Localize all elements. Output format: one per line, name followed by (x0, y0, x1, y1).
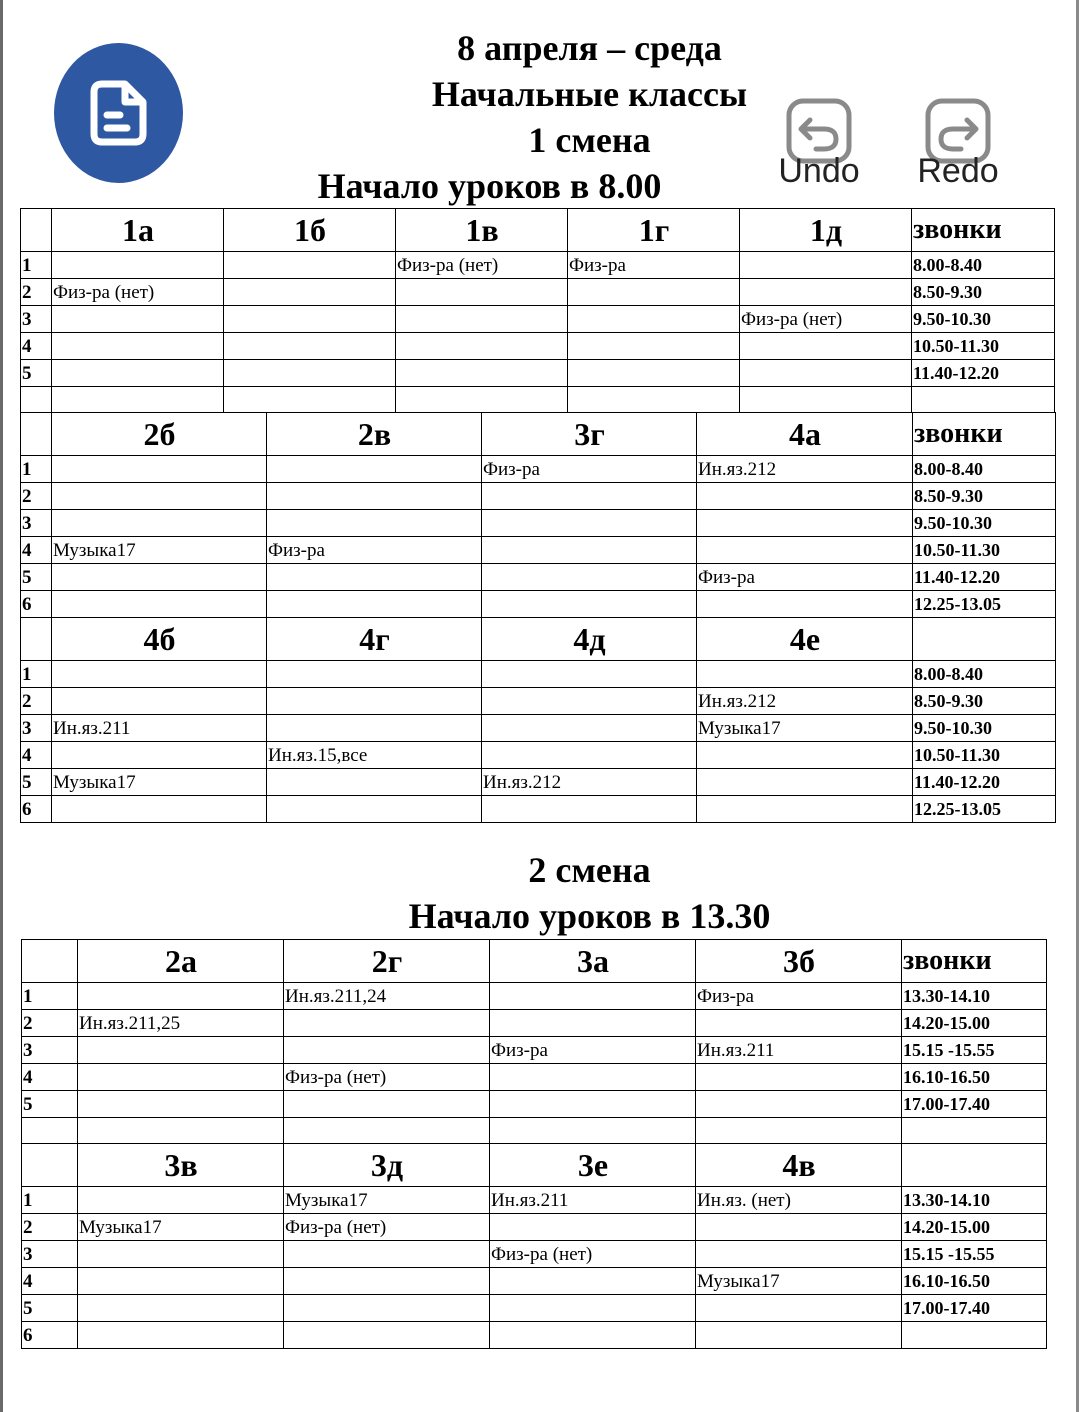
lesson-number: 3 (22, 1037, 78, 1064)
lesson-number: 2 (21, 279, 52, 306)
lesson-cell (696, 1091, 902, 1118)
class-header: 3в (78, 1144, 284, 1187)
undo-button[interactable] (769, 68, 869, 193)
bell-time: 8.00-8.40 (913, 661, 1056, 688)
bell-time: 17.00-17.40 (902, 1091, 1047, 1118)
lesson-cell (490, 1214, 696, 1241)
lesson-cell (267, 796, 482, 823)
shift2-title: 2 смена (528, 850, 651, 890)
table-row (22, 983, 1047, 1010)
class-header: 1б (224, 209, 396, 252)
lesson-number: 5 (21, 564, 52, 591)
lesson-cell (267, 483, 482, 510)
lesson-cell (740, 252, 912, 279)
lesson-number: 1 (21, 661, 52, 688)
lesson-cell: Ин.яз.211,24 (284, 983, 490, 1010)
lesson-cell (52, 510, 267, 537)
lesson-number: 6 (22, 1322, 78, 1349)
header-corner-cell (21, 413, 52, 456)
lesson-cell: Ин.яз.211 (52, 715, 267, 742)
lesson-cell (568, 306, 740, 333)
table-header-row (21, 413, 1056, 456)
lesson-cell: Ин.яз.212 (482, 769, 697, 796)
lesson-cell (697, 591, 913, 618)
lesson-cell (267, 564, 482, 591)
table-row (22, 1064, 1047, 1091)
lesson-cell (697, 742, 913, 769)
class-header: 1в (396, 209, 568, 252)
lesson-cell (490, 1091, 696, 1118)
class-header: 3а (490, 940, 696, 983)
lesson-number: 3 (21, 306, 52, 333)
lesson-cell: Физ-ра (267, 537, 482, 564)
lesson-number: 2 (21, 688, 52, 715)
bell-time: 10.50-11.30 (913, 537, 1056, 564)
lesson-cell (696, 1322, 902, 1349)
class-header: 4б (52, 618, 267, 661)
shift1-table-4-grade (20, 617, 1056, 823)
table-row (22, 1214, 1047, 1241)
class-header: 4а (697, 413, 913, 456)
table-row (21, 510, 1056, 537)
lesson-cell (52, 306, 224, 333)
lesson-cell (78, 983, 284, 1010)
lesson-cell (396, 387, 568, 414)
shift1-table-first-grade (20, 208, 1055, 414)
table-row (21, 456, 1056, 483)
lesson-number: 5 (22, 1295, 78, 1322)
bell-time: 11.40-12.20 (913, 769, 1056, 796)
bell-time: 9.50-10.30 (913, 715, 1056, 742)
bell-header (913, 618, 1056, 661)
table-row (21, 715, 1056, 742)
table-row (21, 688, 1056, 715)
lesson-cell: Ин.яз.211 (696, 1037, 902, 1064)
lesson-cell (696, 1010, 902, 1037)
lesson-cell (696, 1214, 902, 1241)
lesson-number: 1 (21, 456, 52, 483)
lesson-cell: Физ-ра (697, 564, 913, 591)
class-header: 3е (490, 1144, 696, 1187)
table-row (21, 387, 1055, 414)
lesson-cell: Музыка17 (52, 769, 267, 796)
lesson-cell (267, 591, 482, 618)
lesson-number (21, 387, 52, 414)
lesson-cell (482, 796, 697, 823)
table-row (22, 1010, 1047, 1037)
lesson-cell (490, 1268, 696, 1295)
lesson-number: 1 (22, 1187, 78, 1214)
class-header: 2г (284, 940, 490, 983)
bell-time: 16.10-16.50 (902, 1268, 1047, 1295)
bell-header: звонки (912, 209, 1055, 252)
shift2-start-time: Начало уроков в 13.30 (408, 896, 771, 936)
bell-header (902, 1144, 1047, 1187)
class-header: 4е (697, 618, 913, 661)
class-header: 2а (78, 940, 284, 983)
bell-header: звонки (902, 940, 1047, 983)
bell-time: 15.15 -15.55 (902, 1241, 1047, 1268)
lesson-cell (490, 983, 696, 1010)
table-row (22, 1091, 1047, 1118)
lesson-cell: Физ-ра (696, 983, 902, 1010)
lesson-number (22, 1118, 78, 1145)
table-header-row (22, 940, 1047, 983)
lesson-cell (224, 252, 396, 279)
lesson-cell (697, 661, 913, 688)
lesson-cell (482, 537, 697, 564)
table-row (21, 360, 1055, 387)
page-border-left (0, 0, 3, 1412)
lesson-cell (78, 1037, 284, 1064)
lesson-cell (396, 306, 568, 333)
header-corner-cell (21, 209, 52, 252)
page-title-shift: 1 смена (528, 120, 651, 160)
class-header: 2в (267, 413, 482, 456)
lesson-cell: Ин.яз. (нет) (696, 1187, 902, 1214)
lesson-cell (267, 715, 482, 742)
lesson-cell (396, 360, 568, 387)
lesson-number: 4 (21, 742, 52, 769)
lesson-cell: Музыка17 (78, 1214, 284, 1241)
bell-time: 14.20-15.00 (902, 1010, 1047, 1037)
lesson-cell (482, 742, 697, 769)
lesson-cell (52, 456, 267, 483)
table-row (21, 483, 1056, 510)
table-row (21, 742, 1056, 769)
lesson-cell: Ин.яз.211,25 (78, 1010, 284, 1037)
bell-time: 9.50-10.30 (913, 510, 1056, 537)
lesson-cell (482, 483, 697, 510)
bell-time: 8.00-8.40 (913, 456, 1056, 483)
lesson-cell (52, 483, 267, 510)
lesson-cell (568, 279, 740, 306)
table-row (21, 537, 1056, 564)
lesson-cell: Музыка17 (696, 1268, 902, 1295)
lesson-cell: Физ-ра (568, 252, 740, 279)
class-header: 4д (482, 618, 697, 661)
table-row (22, 1268, 1047, 1295)
lesson-cell (267, 688, 482, 715)
class-header: 1а (52, 209, 224, 252)
lesson-cell: Физ-ра (нет) (52, 279, 224, 306)
lesson-number: 1 (21, 252, 52, 279)
page-title-start-time: Начало уроков в 8.00 (317, 166, 662, 206)
lesson-number: 2 (22, 1010, 78, 1037)
lesson-number: 4 (21, 537, 52, 564)
document-icon (54, 43, 183, 183)
lesson-cell (740, 333, 912, 360)
table-row (21, 591, 1056, 618)
bell-time: 8.50-9.30 (913, 483, 1056, 510)
bell-time: 12.25-13.05 (913, 591, 1056, 618)
bell-time: 9.50-10.30 (912, 306, 1055, 333)
lesson-cell (284, 1241, 490, 1268)
lesson-cell (224, 333, 396, 360)
header-corner-cell (22, 940, 78, 983)
lesson-cell (224, 306, 396, 333)
table-row (22, 1037, 1047, 1064)
bell-time: 14.20-15.00 (902, 1214, 1047, 1241)
class-header: 3д (284, 1144, 490, 1187)
bell-time: 13.30-14.10 (902, 1187, 1047, 1214)
lesson-cell: Ин.яз.212 (697, 688, 913, 715)
bell-time: 10.50-11.30 (912, 333, 1055, 360)
lesson-cell (267, 456, 482, 483)
lesson-cell (224, 360, 396, 387)
lesson-cell: Ин.яз.15,все (267, 742, 482, 769)
lesson-cell (52, 387, 224, 414)
bell-time: 10.50-11.30 (913, 742, 1056, 769)
lesson-number: 2 (22, 1214, 78, 1241)
lesson-cell (78, 1064, 284, 1091)
lesson-cell (482, 510, 697, 537)
lesson-cell (284, 1091, 490, 1118)
bell-time: 8.00-8.40 (912, 252, 1055, 279)
table-row (21, 252, 1055, 279)
table-row (21, 333, 1055, 360)
lesson-cell (78, 1268, 284, 1295)
lesson-cell (267, 661, 482, 688)
lesson-cell (396, 279, 568, 306)
table-row (21, 769, 1056, 796)
lesson-cell: Физ-ра (нет) (284, 1064, 490, 1091)
class-header: 3г (482, 413, 697, 456)
lesson-number: 4 (21, 333, 52, 360)
lesson-cell (697, 796, 913, 823)
lesson-cell: Физ-ра (490, 1037, 696, 1064)
lesson-cell (697, 510, 913, 537)
lesson-cell (490, 1295, 696, 1322)
lesson-cell (52, 591, 267, 618)
lesson-number: 2 (21, 483, 52, 510)
lesson-cell (568, 333, 740, 360)
lesson-cell (284, 1010, 490, 1037)
shift1-table-2-4-grade (20, 412, 1056, 618)
bell-time: 11.40-12.20 (912, 360, 1055, 387)
lesson-number: 5 (22, 1091, 78, 1118)
lesson-cell (284, 1295, 490, 1322)
lesson-cell (52, 688, 267, 715)
lesson-cell (284, 1322, 490, 1349)
lesson-cell (490, 1118, 696, 1145)
lesson-cell (78, 1322, 284, 1349)
lesson-cell (740, 360, 912, 387)
header-corner-cell (22, 1144, 78, 1187)
undo-label: Undo (778, 152, 860, 190)
bell-time: 12.25-13.05 (913, 796, 1056, 823)
lesson-number: 3 (21, 510, 52, 537)
shift2-table-second (21, 1143, 1047, 1349)
table-row (22, 1241, 1047, 1268)
page-title-grades: Начальные классы (431, 74, 748, 114)
bell-time: 11.40-12.20 (913, 564, 1056, 591)
lesson-number: 6 (21, 796, 52, 823)
lesson-number: 4 (22, 1268, 78, 1295)
lesson-cell (490, 1010, 696, 1037)
bell-time (912, 387, 1055, 414)
table-row (22, 1118, 1047, 1145)
lesson-cell (482, 715, 697, 742)
lesson-cell (224, 387, 396, 414)
lesson-cell (697, 483, 913, 510)
table-row (21, 796, 1056, 823)
bell-time: 8.50-9.30 (912, 279, 1055, 306)
lesson-cell (52, 564, 267, 591)
lesson-cell: Физ-ра (нет) (396, 252, 568, 279)
table-row (21, 279, 1055, 306)
class-header: 1г (568, 209, 740, 252)
lesson-cell (78, 1091, 284, 1118)
lesson-number: 5 (21, 769, 52, 796)
bell-time: 17.00-17.40 (902, 1295, 1047, 1322)
redo-button[interactable] (908, 68, 1008, 193)
lesson-cell (78, 1118, 284, 1145)
lesson-cell: Физ-ра (нет) (490, 1241, 696, 1268)
bell-time: 8.50-9.30 (913, 688, 1056, 715)
bell-time: 16.10-16.50 (902, 1064, 1047, 1091)
bell-time: 13.30-14.10 (902, 983, 1047, 1010)
lesson-cell (696, 1064, 902, 1091)
lesson-cell: Музыка17 (284, 1187, 490, 1214)
bell-time (902, 1322, 1047, 1349)
lesson-cell (284, 1037, 490, 1064)
class-header: 4в (696, 1144, 902, 1187)
lesson-cell (78, 1241, 284, 1268)
table-row (21, 661, 1056, 688)
header-corner-cell (21, 618, 52, 661)
lesson-cell: Физ-ра (нет) (740, 306, 912, 333)
lesson-number: 6 (21, 591, 52, 618)
lesson-cell (482, 661, 697, 688)
lesson-cell (284, 1118, 490, 1145)
class-header: 2б (52, 413, 267, 456)
bell-time (902, 1118, 1047, 1145)
lesson-cell (396, 333, 568, 360)
lesson-cell (740, 387, 912, 414)
table-header-row (22, 1144, 1047, 1187)
class-header: 4г (267, 618, 482, 661)
lesson-number: 3 (22, 1241, 78, 1268)
class-header: 1д (740, 209, 912, 252)
bell-time: 15.15 -15.55 (902, 1037, 1047, 1064)
lesson-number: 4 (22, 1064, 78, 1091)
table-header-row (21, 209, 1055, 252)
lesson-cell (52, 742, 267, 769)
table-row (22, 1187, 1047, 1214)
table-row (22, 1295, 1047, 1322)
lesson-cell (52, 360, 224, 387)
lesson-number: 1 (22, 983, 78, 1010)
lesson-cell (78, 1187, 284, 1214)
lesson-cell (490, 1064, 696, 1091)
lesson-cell: Музыка17 (697, 715, 913, 742)
lesson-cell: Ин.яз.212 (697, 456, 913, 483)
lesson-cell (78, 1295, 284, 1322)
lesson-cell (482, 688, 697, 715)
lesson-cell: Ин.яз.211 (490, 1187, 696, 1214)
lesson-cell (490, 1322, 696, 1349)
bell-header: звонки (913, 413, 1056, 456)
document-fab-button[interactable] (54, 43, 183, 183)
lesson-cell (568, 360, 740, 387)
lesson-number: 3 (21, 715, 52, 742)
table-row (21, 306, 1055, 333)
lesson-cell (740, 279, 912, 306)
lesson-cell (696, 1295, 902, 1322)
class-header: 3б (696, 940, 902, 983)
shift2-table-first (21, 939, 1047, 1145)
lesson-cell: Физ-ра (482, 456, 697, 483)
lesson-cell: Физ-ра (нет) (284, 1214, 490, 1241)
lesson-cell (267, 510, 482, 537)
lesson-cell (267, 769, 482, 796)
lesson-cell (284, 1268, 490, 1295)
lesson-cell: Музыка17 (52, 537, 267, 564)
lesson-cell (482, 591, 697, 618)
lesson-cell (52, 661, 267, 688)
lesson-cell (224, 279, 396, 306)
redo-label: Redo (917, 152, 999, 190)
table-header-row (21, 618, 1056, 661)
lesson-cell (696, 1118, 902, 1145)
table-row (22, 1322, 1047, 1349)
lesson-cell (696, 1241, 902, 1268)
lesson-cell (697, 769, 913, 796)
lesson-number: 5 (21, 360, 52, 387)
page-title-date: 8 апреля – среда (457, 28, 722, 68)
lesson-cell (52, 333, 224, 360)
lesson-cell (52, 796, 267, 823)
lesson-cell (697, 537, 913, 564)
table-row (21, 564, 1056, 591)
lesson-cell (52, 252, 224, 279)
lesson-cell (568, 387, 740, 414)
lesson-cell (482, 564, 697, 591)
